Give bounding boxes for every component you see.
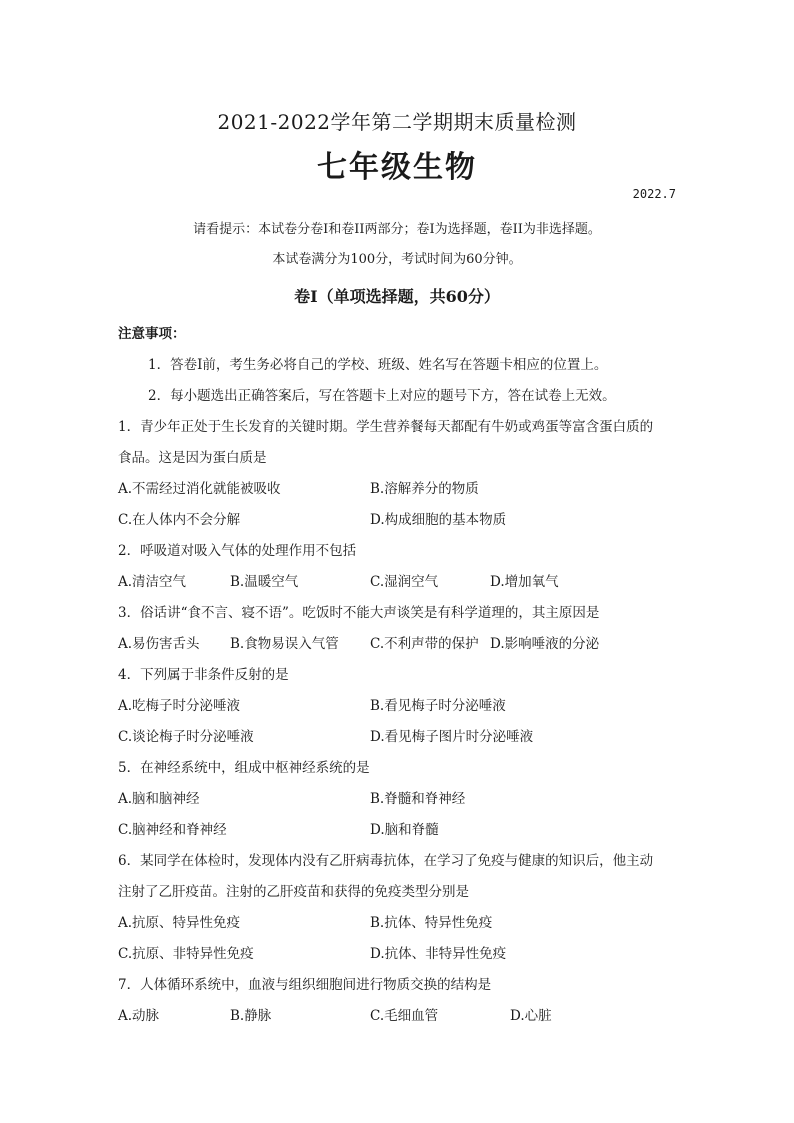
question-stem: 1．青少年正处于生长发育的关键时期。学生营养餐每天都配有牛奶或鸡蛋等富含蛋白质的 (118, 419, 654, 435)
section-title: 卷I（单项选择题，共60分） (294, 287, 500, 306)
option-b: B.脊髓和脊神经 (370, 791, 466, 807)
question-stem: 食品。这是因为蛋白质是 (118, 450, 267, 466)
option-b: B.静脉 (230, 1008, 272, 1024)
option-a: A.动脉 (118, 1008, 160, 1024)
question-stem: 注射了乙肝疫苗。注射的乙肝疫苗和获得的免疫类型分别是 (118, 884, 469, 900)
question-stem: 4．下列属于非条件反射的是 (118, 667, 289, 683)
option-d: D.增加氧气 (490, 574, 559, 590)
question-stem: 2．呼吸道对吸入气体的处理作用不包括 (118, 543, 357, 559)
option-c: C.抗原、非特异性免疫 (118, 946, 254, 962)
option-a: A.不需经过消化就能被吸收 (118, 481, 281, 497)
option-b: B.食物易误入气管 (230, 636, 339, 652)
option-c: C.谈论梅子时分泌唾液 (118, 729, 254, 745)
option-a: A.吃梅子时分泌唾液 (118, 698, 241, 714)
subject-title: 七年级生物 (317, 150, 477, 185)
option-a: A.清洁空气 (118, 574, 187, 590)
question-stem: 6．某同学在体检时，发现体内没有乙肝病毒抗体，在学习了免疫与健康的知识后，他主动 (118, 853, 654, 869)
notice-item: 1．答卷I前，考生务必将自己的学校、班级、姓名写在答题卡相应的位置上。 (148, 357, 608, 373)
option-b: B.溶解养分的物质 (370, 481, 479, 497)
option-a: A.易伤害舌头 (118, 636, 200, 652)
notice-heading: 注意事项： (118, 326, 186, 342)
option-d: D.看见梅子图片时分泌唾液 (370, 729, 534, 745)
exam-title: 2021-2022学年第二学期期末质量检测 (217, 110, 577, 134)
question-stem: 5．在神经系统中，组成中枢神经系统的是 (118, 760, 370, 776)
question-stem: 3．俗话讲“食不言、寝不语”。吃饭时不能大声谈笑是有科学道理的，其主原因是 (118, 605, 600, 621)
option-b: B.温暖空气 (230, 574, 299, 590)
option-a: A.脑和脑神经 (118, 791, 200, 807)
option-d: D.心脏 (510, 1008, 552, 1024)
option-c: C.在人体内不会分解 (118, 512, 241, 528)
option-d: D.抗体、非特异性免疫 (370, 946, 507, 962)
question-stem: 7．人体循环系统中，血液与组织细胞间进行物质交换的结构是 (118, 977, 492, 993)
option-c: C.不利声带的保护 (370, 636, 479, 652)
notice-item: 2．每小题选出正确答案后，写在答题卡上对应的题号下方，答在试卷上无效。 (148, 388, 616, 404)
exam-tip: 请看提示：本试卷分卷I和卷II两部分；卷I为选择题，卷II为非选择题。 (193, 222, 601, 237)
option-c: C.脑神经和脊神经 (118, 822, 227, 838)
option-d: D.脑和脊髓 (370, 822, 439, 838)
option-c: C.湿润空气 (370, 574, 439, 590)
option-b: B.抗体、特异性免疫 (370, 915, 493, 931)
exam-date: 2022.7 (632, 187, 676, 201)
option-b: B.看见梅子时分泌唾液 (370, 698, 506, 714)
score-time-note: 本试卷满分为100分，考试时间为60分钟。 (272, 252, 522, 267)
option-a: A.抗原、特异性免疫 (118, 915, 241, 931)
option-c: C.毛细血管 (370, 1008, 439, 1024)
option-d: D.影响唾液的分泌 (490, 636, 600, 652)
option-d: D.构成细胞的基本物质 (370, 512, 507, 528)
